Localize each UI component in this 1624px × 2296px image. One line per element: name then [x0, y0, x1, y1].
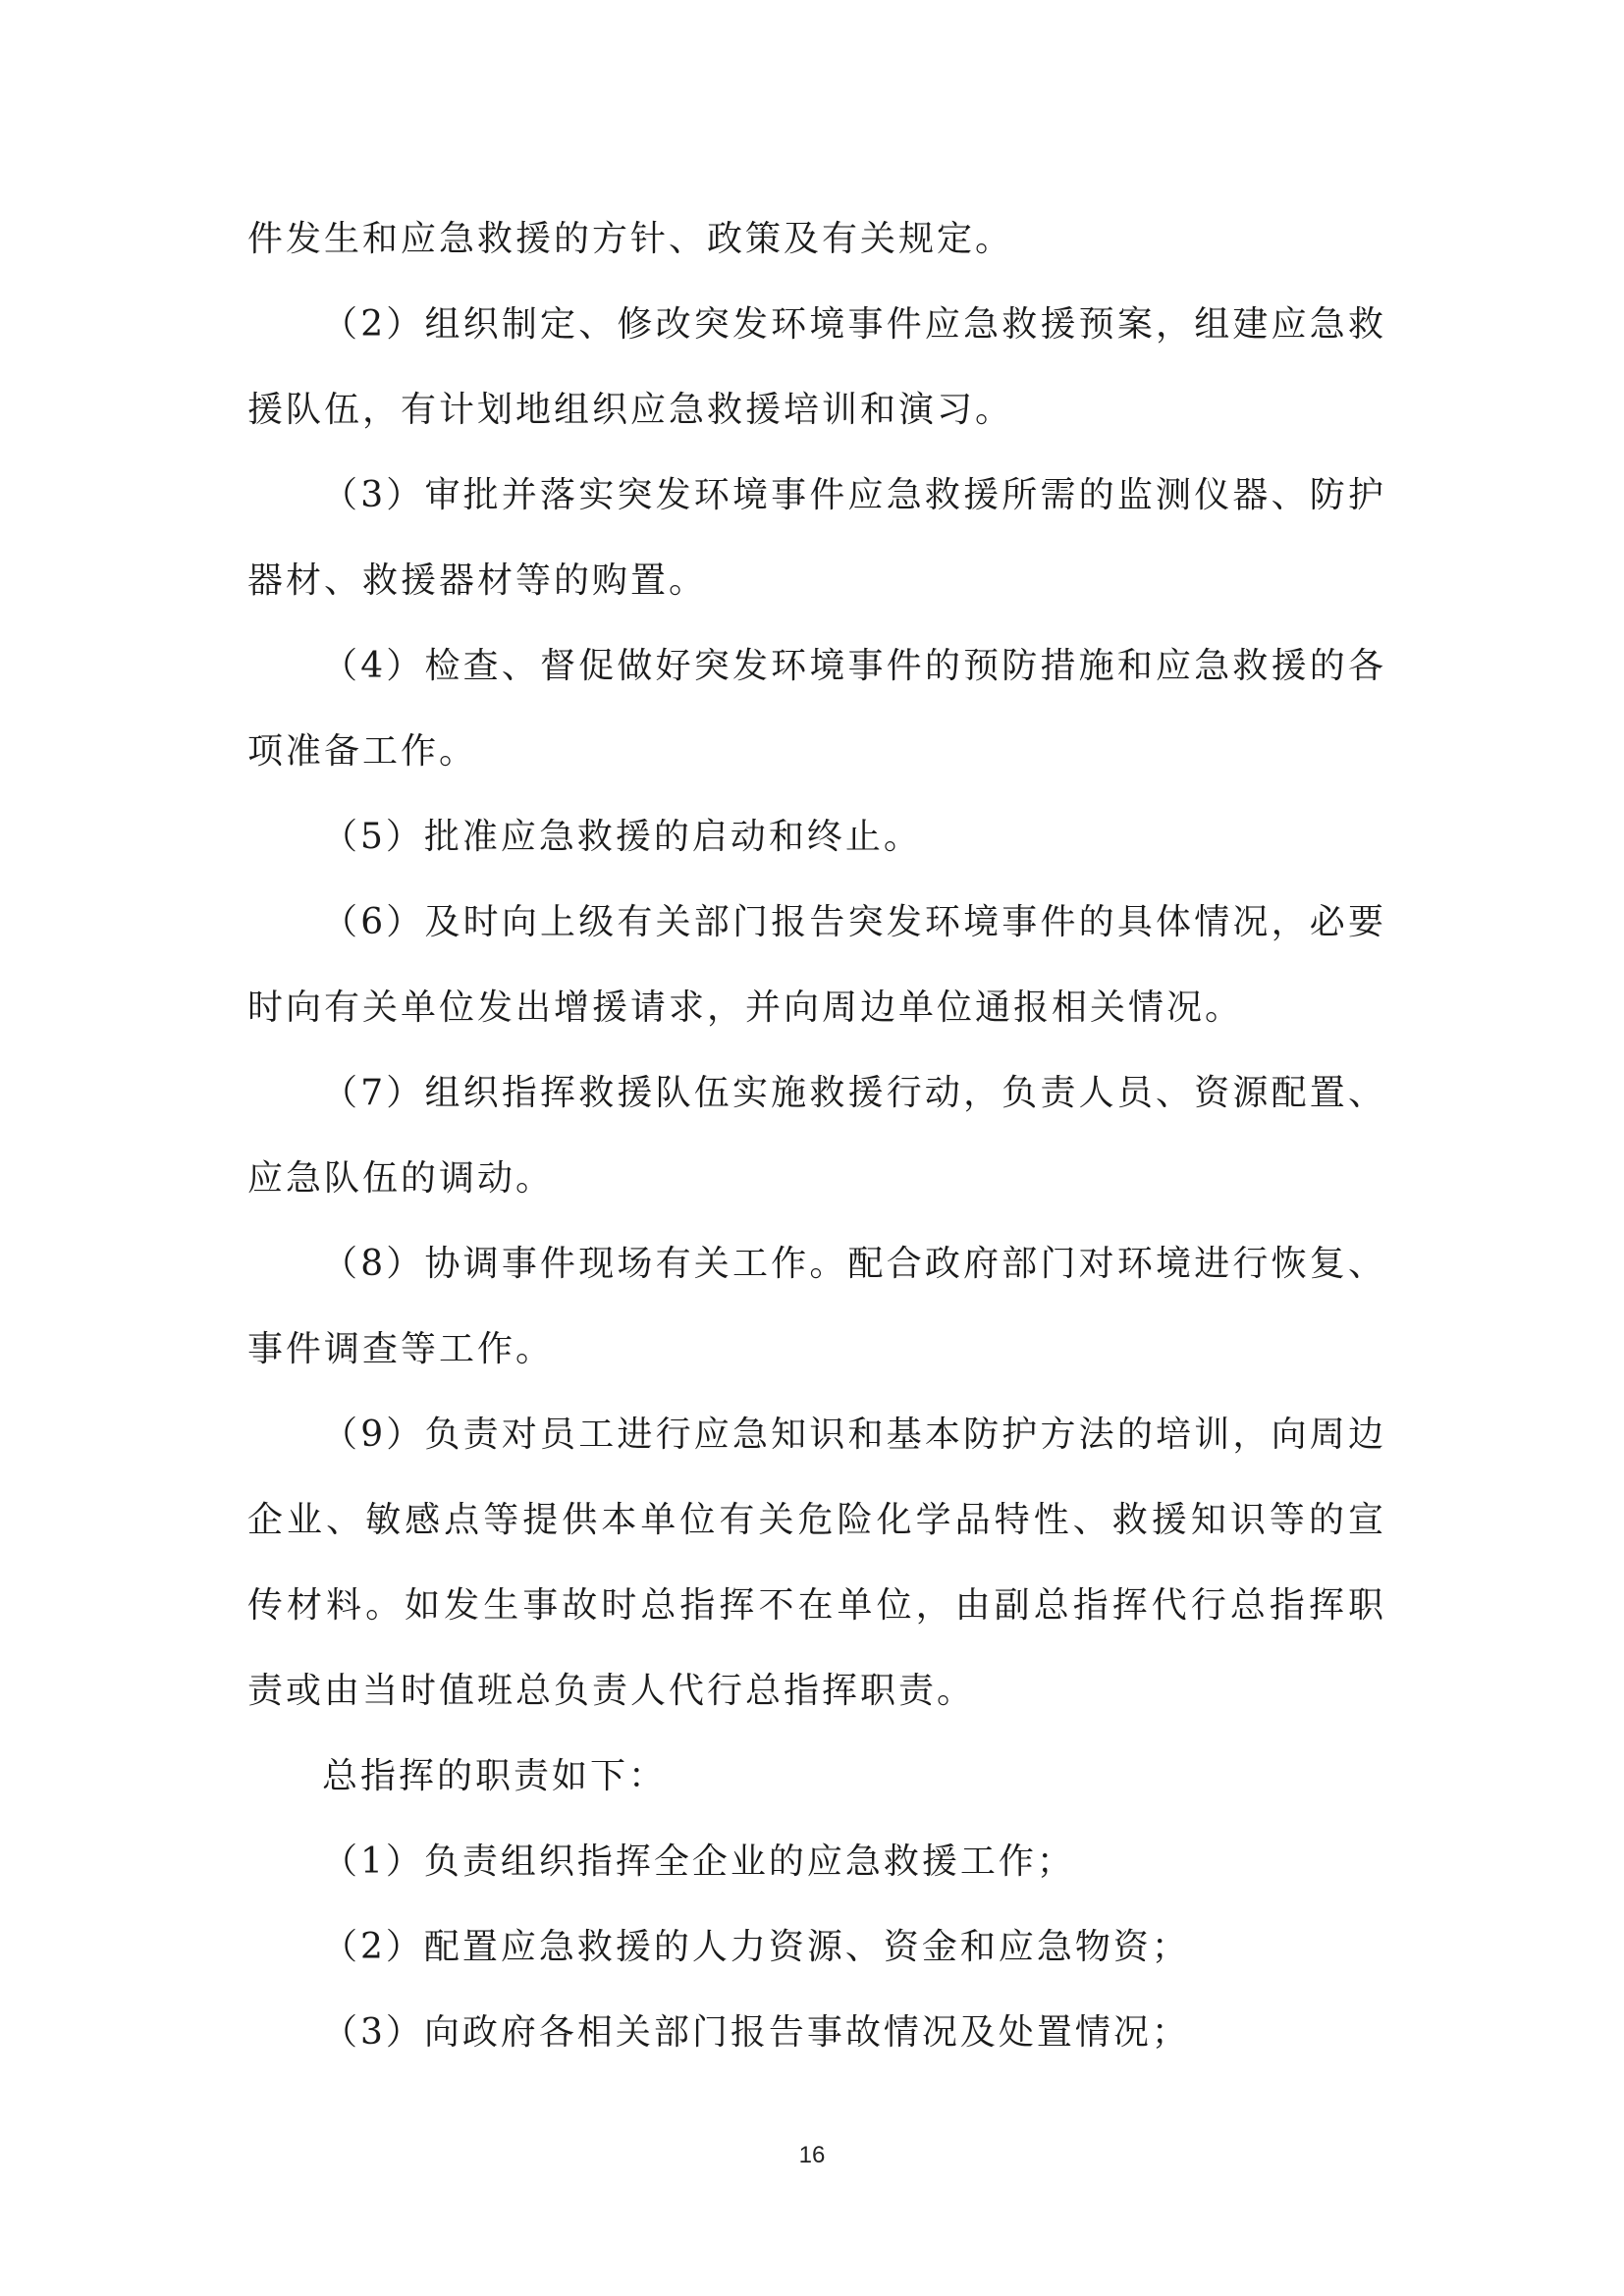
paragraph-item-7: （7）组织指挥救援队伍实施救援行动，负责人员、资源配置、应急队伍的调动。 — [247, 1073, 1386, 1199]
duty-item-1: （1）负责组织指挥全企业的应急救援工作； — [322, 1842, 1075, 1882]
duty-item-3: （3）向政府各相关部门报告事故情况及处置情况； — [322, 2012, 1190, 2053]
paragraph-item-5: （5）批准应急救援的启动和终止。 — [322, 817, 922, 857]
paragraph-item-6: （6）及时向上级有关部门报告突发环境事件的具体情况，必要时向有关单位发出增援请求，并向周边单位通报相关情况。 — [247, 902, 1386, 1028]
paragraph-item-8: （8）协调事件现场有关工作。配合政府部门对环境进行恢复、事件调查等工作。 — [247, 1244, 1386, 1369]
paragraph-item-4: （4）检查、督促做好突发环境事件的预防措施和应急救援的各项准备工作。 — [247, 646, 1386, 772]
section-heading-commander-duties: 总指挥的职责如下： — [322, 1756, 668, 1796]
page-number: 16 — [798, 2142, 826, 2168]
paragraph-item-9: （9）负责对员工进行应急知识和基本防护方法的培训，向周边企业、敏感点等提供本单位有关危险化学品特性、救援知识等的宣传材料。如发生事故时总指挥不在单位，由副总指挥代行总指挥职责或由当时值班总负责人代行总指挥职责。 — [247, 1415, 1386, 1711]
duty-item-2: （2）配置应急救援的人力资源、资金和应急物资； — [322, 1927, 1190, 1967]
body-text — [247, 196, 1386, 2075]
paragraph-item-3: （3）审批并落实突发环境事件应急救援所需的监测仪器、防护器材、救援器材等的购置。 — [247, 475, 1386, 601]
paragraph-item-2: （2）组织制定、修改突发环境事件应急救援预案，组建应急救援队伍，有计划地组织应急救援培训和演习。 — [247, 304, 1386, 430]
paragraph-continuation: 件发生和应急救援的方针、政策及有关规定。 — [247, 219, 1014, 259]
